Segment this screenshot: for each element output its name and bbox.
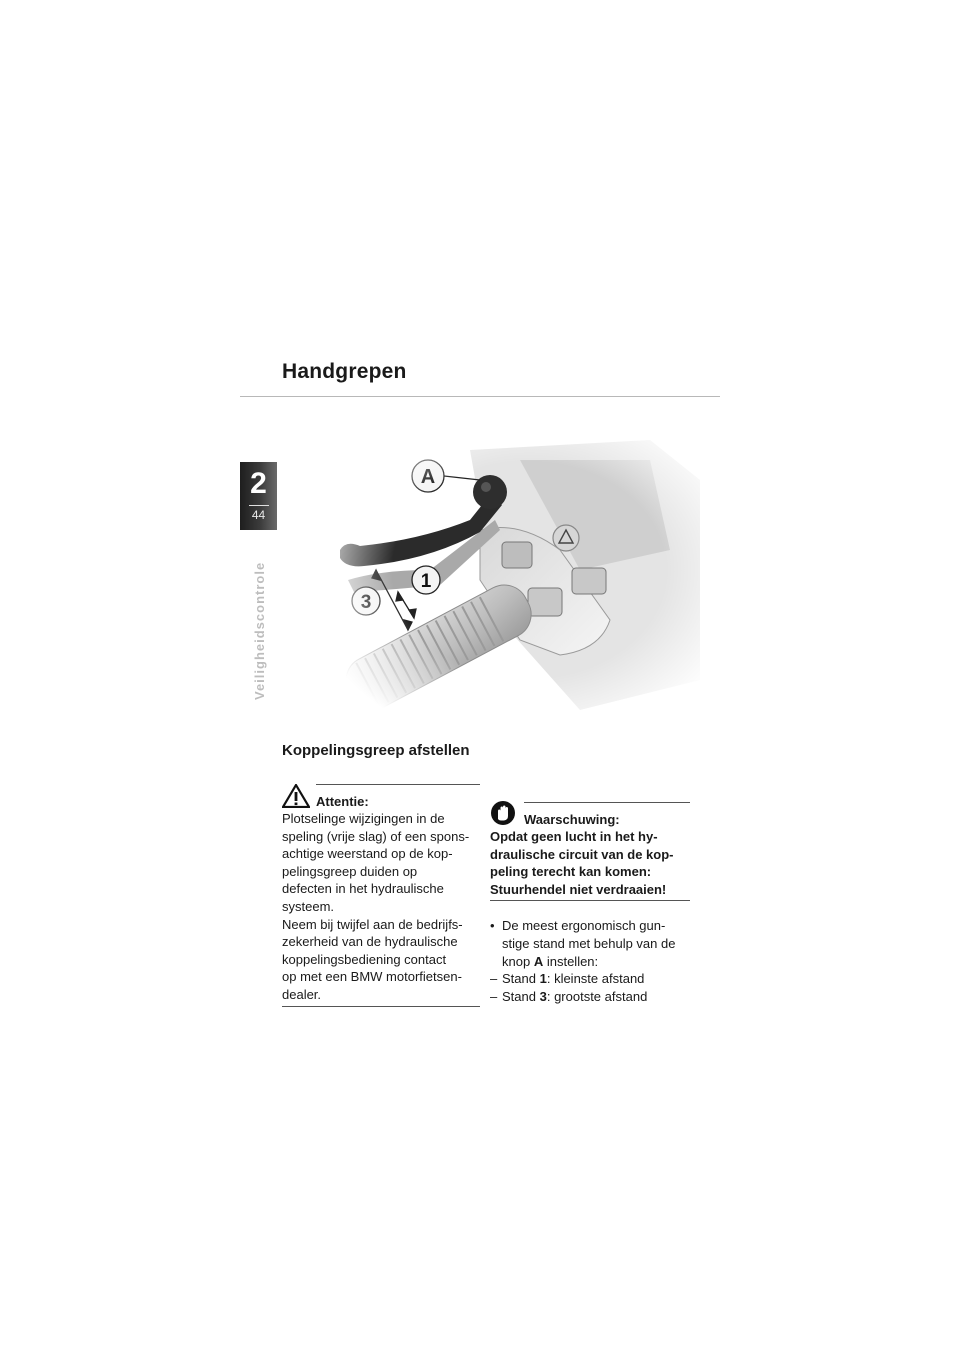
warning-notice: [490, 800, 690, 1005]
warning-label: Waarschuwing:: [524, 812, 620, 827]
dash-marker: –: [490, 971, 498, 987]
attention-notice: [282, 782, 480, 1007]
instruction-list: [490, 917, 690, 1005]
warning-line: peling terecht kan komen:: [490, 864, 652, 880]
bullet-marker: •: [490, 918, 495, 934]
warning-line: Opdat geen lucht in het hy-: [490, 829, 658, 844]
attention-line: Neem bij twijfel aan de bedrijfs-: [282, 916, 463, 932]
attention-line: defecten in het hydraulische: [282, 881, 444, 897]
item-suffix: : kleinste afstand: [546, 971, 645, 987]
list-item: [490, 988, 690, 1006]
item-position: 1: [539, 971, 547, 987]
side-label: Veiligheidscontrole: [252, 561, 267, 700]
attention-line: zekerheid van de hydraulische: [282, 934, 458, 950]
title-divider: [240, 396, 720, 397]
chapter-tab: [240, 462, 277, 530]
section-heading: Koppelingsgreep afstellen: [282, 742, 470, 759]
chapter-divider: [249, 505, 269, 506]
attention-line: speling (vrije slag) of een spons-: [282, 828, 470, 844]
bullet-line-prefix: knop: [502, 953, 531, 969]
attention-line: pelingsgreep duiden op: [282, 863, 418, 879]
notice-rule: [524, 802, 690, 803]
bullet-line: De meest ergonomisch gun-: [502, 918, 666, 934]
notice-bottom-rule: [282, 1006, 480, 1007]
attention-line: op met een BMW motorfietsen-: [282, 969, 462, 985]
item-position: 3: [539, 988, 547, 1004]
clutch-lever-illustration: [320, 420, 700, 720]
notice-bottom-rule: [490, 900, 690, 901]
list-item: [490, 970, 690, 988]
bullet-line: stige stand met behulp van de: [502, 935, 676, 951]
list-item: [490, 917, 690, 970]
chapter-number: 2: [250, 467, 267, 500]
stop-hand-icon: [490, 800, 516, 826]
item-prefix: Stand: [502, 988, 536, 1004]
item-suffix: : grootste afstand: [546, 988, 648, 1004]
attention-line: dealer.: [282, 986, 322, 1002]
warning-triangle-icon: [282, 784, 310, 808]
attention-line: koppelingsbediening contact: [282, 951, 447, 967]
bullet-line-suffix: instellen:: [546, 953, 599, 969]
page-title: Handgrepen: [282, 360, 407, 383]
warning-line: draulische circuit van de kop-: [490, 846, 674, 862]
notice-rule: [316, 784, 480, 785]
item-prefix: Stand: [502, 971, 536, 987]
warning-line: Stuurhendel niet verdraaien!: [490, 881, 667, 897]
attention-line: achtige weerstand op de kop-: [282, 846, 453, 862]
knob-reference: A: [533, 953, 544, 969]
attention-line: Plotselinge wijzigingen in de: [282, 811, 445, 826]
dash-marker: –: [490, 988, 498, 1004]
page-number: 44: [251, 508, 266, 522]
attention-label: Attentie:: [316, 794, 369, 809]
attention-line: systeem.: [282, 898, 335, 914]
